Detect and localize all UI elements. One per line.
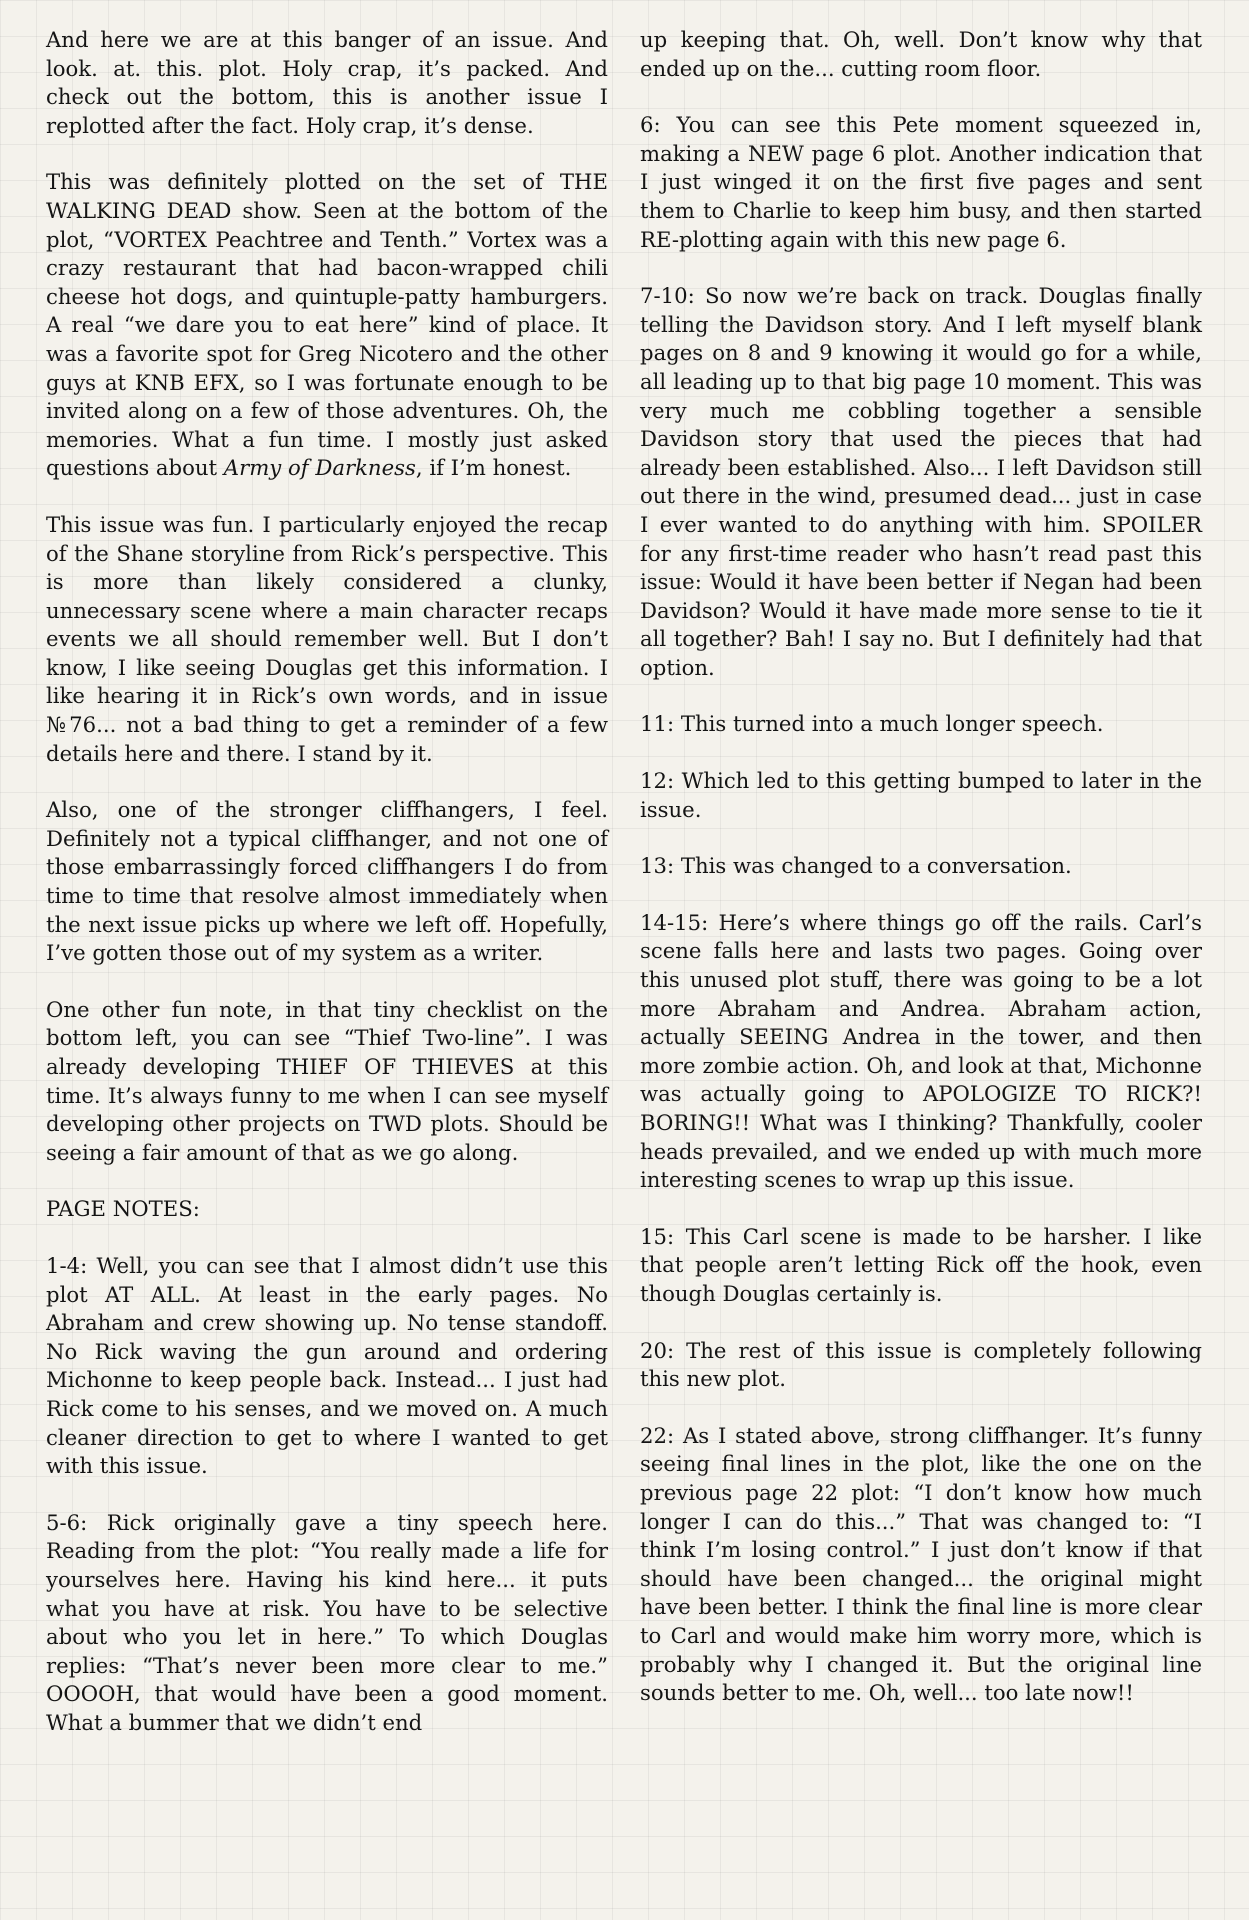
- paragraph-vortex-text: This was definitely plotted on the set of THE WALKING DEAD show. Seen at the bottom of the plot, “VORTEX Peachtree and Tenth.” Vortex was a crazy restaurant that had bacon-wrapped chili cheese hot dogs, and quintuple-patty hamburgers. A real “we dare you to eat here” kind of place. It was a favorite spot for Greg Nicotero and the other guys at KNB EFX, so I was fortunate enough to be invited along on a few of those adventures. Oh, the memories. What a fun time. I mostly just asked questions about: [46, 169, 615, 481]
- italic-title: Army of Darkness: [223, 455, 416, 481]
- right-column: [640, 26, 1209, 1736]
- note-page-11: 11: This turned into a much longer speech.: [640, 711, 1104, 737]
- note-pages-5-6: 5-6: Rick originally gave a tiny speech here. Reading from the plot: “You really made a life for yourselves here. Having his kind here... it puts what you have at risk. You have to be selective about who you let in here.” To which Douglas replies: “That’s never been more clear to me.” OOOOH, that would have been a good moment. What a bummer that we didn’t end: [46, 1509, 615, 1735]
- page-notes-heading: PAGE NOTES:: [46, 1196, 200, 1222]
- note-page-6: 6: You can see this Pete moment squeezed in, making a NEW page 6 plot. Another indication that I just winged it on the first five pages and sent them to Charlie to keep him busy, and then started RE-plotting again with this new page 6.: [640, 112, 1209, 252]
- note-pages-14-15: 14-15: Here’s where things go off the rails. Carl’s scene falls here and lasts two pages. Going over this unused plot stuff, there was going to be a lot more Abraham and Andrea. Abraham action, actually SEEING Andrea in the tower, and then more zombie action. Oh, and look at that, Michonne was actually going to APOLOGIZE TO RICK?! BORING!! What was I thinking? Thankfully, cooler heads prevailed, and we ended up with much more interesting scenes to wrap up this issue.: [640, 909, 1209, 1193]
- paragraph-checklist-note: One other fun note, in that tiny checklist on the bottom left, you can see “Thief Two-line”. I was already developing THIEF OF THIEVES at this time. It’s always funny to me when I can see myself developing other projects on TWD plots. Should be seeing a fair amount of that as we go along.: [46, 996, 615, 1165]
- paragraph-shane-recap: This issue was fun. I particularly enjoyed the recap of the Shane storyline from Rick’s perspective. This is more than likely considered a clunky, unnecessary scene where a main character recaps events we all should remember well. But I don’t know, I like seeing Douglas get this information. I like hearing it in Rick’s own words, and in issue №76... not a bad thing to get a reminder of a few details here and there. I stand by it.: [46, 511, 615, 766]
- paragraph-vortex: [46, 168, 615, 483]
- left-column: [46, 26, 615, 1765]
- note-continued: up keeping that. Oh, well. Don’t know why that ended up on the... cutting room floor.: [640, 27, 1209, 81]
- paragraph-cliffhanger: Also, one of the stronger cliffhangers, I feel. Definitely not a typical cliffhanger, and not one of those embarrassingly forced cliffhangers I do from time to time that resolve almost immediately when the next issue picks up where we left off. Hopefully, I’ve gotten those out of my system as a writer.: [46, 797, 615, 966]
- note-page-15: 15: This Carl scene is made to be harsher. I like that people aren’t letting Rick off the hook, even though Douglas certainly is.: [640, 1223, 1209, 1306]
- note-page-12: 12: Which led to this getting bumped to later in the issue.: [640, 768, 1209, 822]
- note-pages-1-4: 1-4: Well, you can see that I almost didn’t use this plot AT ALL. At least in the early pages. No Abraham and crew showing up. No tense standoff. No Rick waving the gun around and ordering Michonne to keep people back. Instead... I just had Rick come to his senses, and we moved on. A much cleaner direction to get to where I wanted to get with this issue.: [46, 1252, 615, 1479]
- note-pages-7-10: 7-10: So now we’re back on track. Douglas finally telling the Davidson story. And I left myself blank pages on 8 and 9 knowing it would go for a while, all leading up to that big page 10 moment. This was very much me cobbling together a sensible Davidson story that used the pieces that had already been established. Also... I left Davidson still out there in the wind, presumed dead... just in case I ever wanted to do anything with him. SPOILER for any first-time reader who hasn’t read past this issue: Would it have been better if Negan had been Davidson? Would it have made more sense to tie it all together? Bah! I say no. But I definitely had that option.: [640, 283, 1209, 680]
- paragraph-vortex-ending: , if I’m honest.: [415, 455, 572, 481]
- note-page-22: 22: As I stated above, strong cliffhanger. It’s funny seeing final lines in the plot, like the one on the previous page 22 plot: “I don’t know how much longer I can do this...” That was changed to: “I think I’m losing control.” I just don’t know if that should have been changed... the original might have been better. I think the final line is more clear to Carl and would make him worry more, which is probably why I changed it. But the original line sounds better to me. Oh, well... too late now!!: [640, 1422, 1209, 1706]
- paragraph-intro: And here we are at this banger of an issue. And look. at. this. plot. Holy crap, it’s packed. And check out the bottom, this is another issue I replotted after the fact. Holy crap, it’s dense.: [46, 27, 615, 138]
- note-page-13: 13: This was changed to a conversation.: [640, 853, 1072, 879]
- note-page-20: 20: The rest of this issue is completely following this new plot.: [640, 1337, 1209, 1392]
